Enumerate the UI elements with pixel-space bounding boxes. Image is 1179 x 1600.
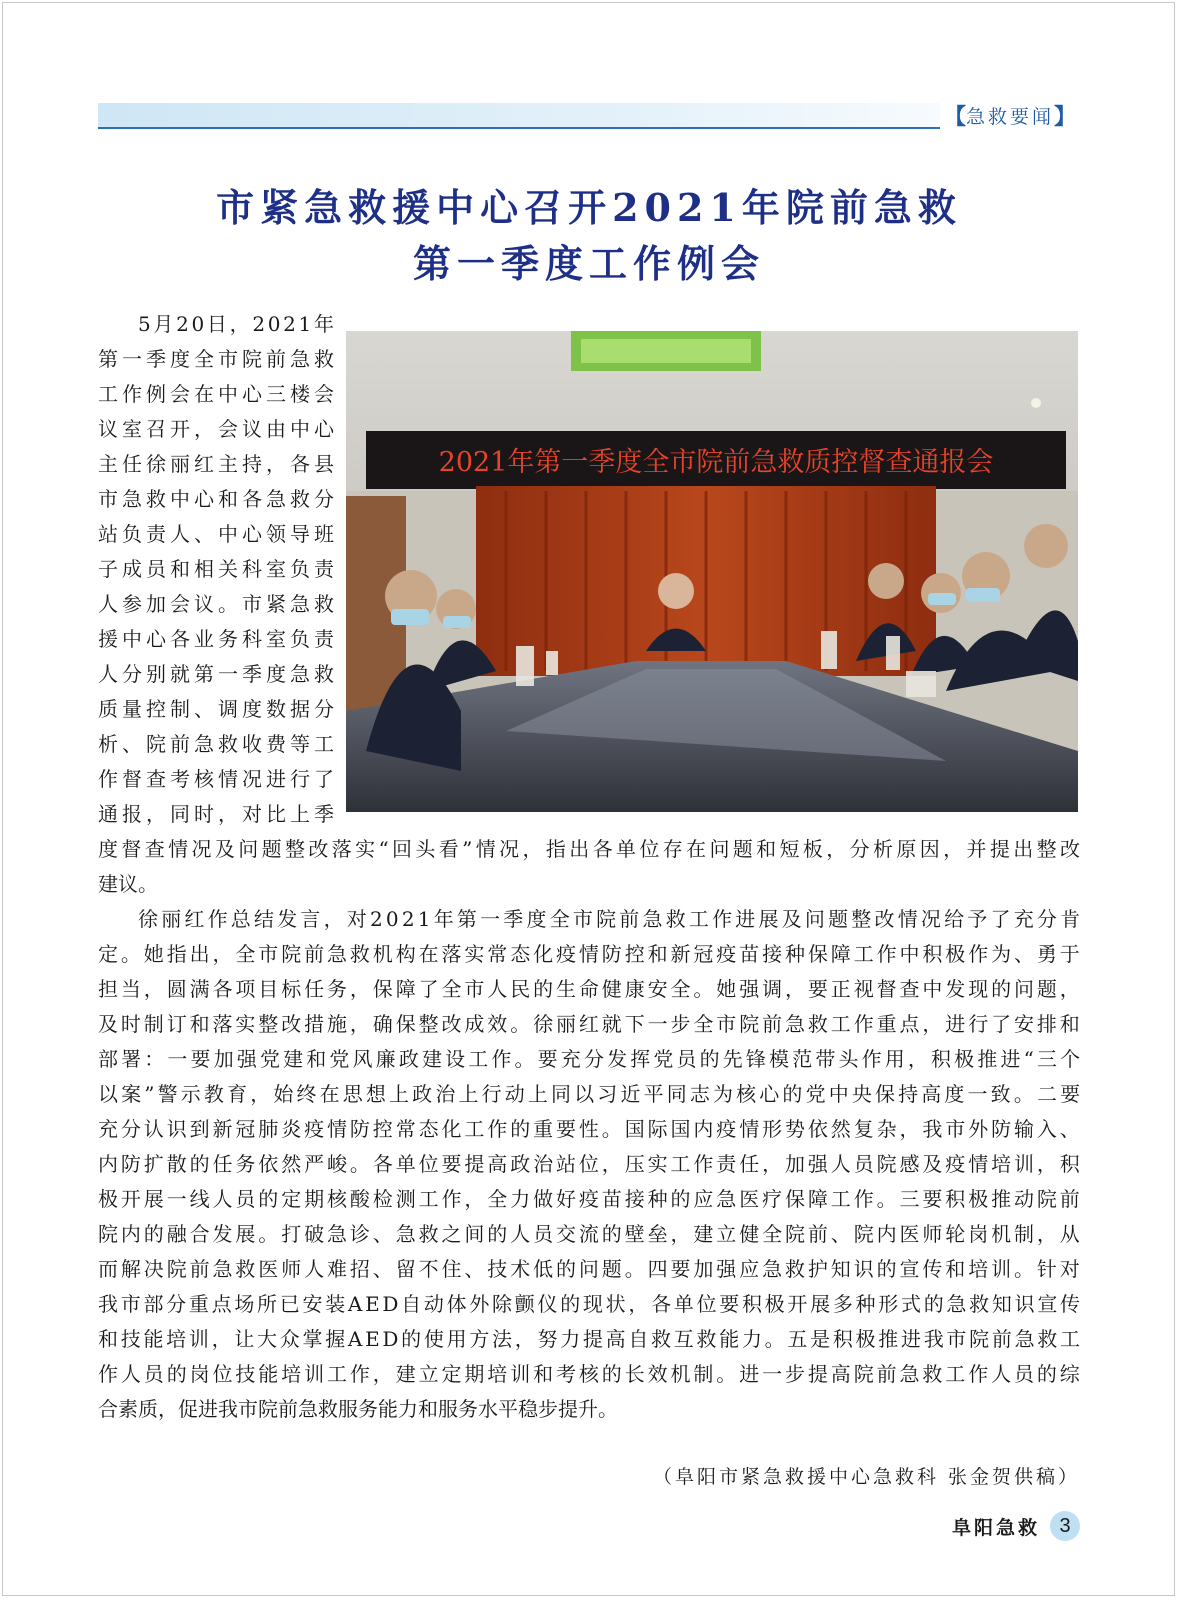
column-line: 人参加会议。市紧急救 bbox=[98, 592, 338, 616]
magazine-name: 阜阳急救 bbox=[951, 1516, 1040, 1539]
photo-banner: 2021年第一季度全市院前急救质控督查通报会 bbox=[438, 447, 994, 478]
title-line-2: 第一季度工作例会 bbox=[412, 241, 765, 286]
column-line: 第一季度全市院前急救 bbox=[98, 347, 338, 371]
text-line: 及时制订和落实整改措施，确保整改成效。徐丽红就下一步全市院前急救工作重点，进行了安排和 bbox=[98, 1012, 1083, 1036]
page-footer bbox=[952, 1510, 1080, 1542]
column-line: 站负责人、中心领导班 bbox=[98, 522, 338, 546]
text-line: 充分认识到新冠肺炎疫情防控常态化工作的重要性。国际国内疫情形势依然复杂，我市外防输入、 bbox=[98, 1117, 1083, 1141]
paragraph-1-continued bbox=[98, 832, 1084, 902]
section-title: 急救要闻 bbox=[965, 105, 1054, 128]
column-line: 子成员和相关科室负责 bbox=[98, 557, 338, 581]
section-bracket-close: 】 bbox=[1053, 103, 1076, 130]
section-label bbox=[940, 100, 1080, 130]
text-line: 以案”警示教育，始终在思想上政治上行动上同以习近平同志为核心的党中央保持高度一致。二要 bbox=[98, 1082, 1084, 1106]
paragraph-2 bbox=[98, 902, 1084, 1427]
column-line: 主任徐丽红主持，各县 bbox=[98, 452, 338, 476]
text-line: 院内的融合发展。打破急诊、急救之间的人员交流的壁垒，建立健全院前、院内医师轮岗机制，从 bbox=[98, 1222, 1083, 1246]
column-line: 析、院前急救收费等工 bbox=[98, 732, 338, 756]
column-line: 作督查考核情况进行了 bbox=[98, 767, 338, 791]
text-line: 和技能培训，让大众掌握AED的使用方法，努力提高自救互救能力。五是积极推进我市院前急救工 bbox=[98, 1327, 1083, 1351]
text-line: 而解决院前急救医师人难招、留不住、技术低的问题。四要加强应急救护知识的宣传和培训。针对 bbox=[98, 1257, 1083, 1281]
intro-column bbox=[98, 307, 338, 832]
header-band bbox=[98, 103, 1068, 127]
meeting-photo bbox=[346, 331, 1078, 812]
page-number: 3 bbox=[1050, 1511, 1080, 1541]
text-line: 作人员的岗位技能培训工作，建立定期培训和考核的长效机制。进一步提高院前急救工作人员的综 bbox=[98, 1362, 1083, 1386]
column-line: 质量控制、调度数据分 bbox=[98, 697, 338, 721]
column-line: 市急救中心和各急救分 bbox=[98, 487, 338, 511]
column-line: 援中心各业务科室负责 bbox=[98, 627, 338, 651]
text-line: 徐丽红作总结发言，对2021年第一季度全市院前急救工作进展及问题整改情况给予了充分肯 bbox=[138, 907, 1084, 931]
text-line: 建议。 bbox=[98, 872, 158, 896]
section-bracket-open: 【 bbox=[943, 103, 966, 130]
text-line: 内防扩散的任务依然严峻。各单位要提高政治站位，压实工作责任，加强人员院感及疫情培训，积 bbox=[98, 1152, 1083, 1176]
author-credit: （阜阳市紧急救援中心急救科 张金贺供稿） bbox=[652, 1466, 1080, 1488]
text-line: 部署：一要加强党建和党风廉政建设工作。要充分发挥党员的先锋模范带头作用，积极推进“三个 bbox=[98, 1047, 1084, 1071]
column-line: 人分别就第一季度急救 bbox=[98, 662, 338, 686]
text-line: 定。她指出，全市院前急救机构在落实常态化疫情防控和新冠疫苗接种保障工作中积极作为、勇于 bbox=[98, 942, 1083, 966]
title-line-1: 市紧急救援中心召开2021年院前急救 bbox=[216, 185, 962, 230]
article-title bbox=[98, 180, 1080, 292]
text-line: 度督查情况及问题整改落实“回头看”情况，指出各单位存在问题和短板，分析原因，并提出整改 bbox=[98, 837, 1084, 861]
column-line: 议室召开，会议由中心 bbox=[98, 417, 338, 441]
column-line: 工作例会在中心三楼会 bbox=[98, 382, 338, 406]
header-rule bbox=[98, 127, 1080, 129]
column-line: 5月20日，2021年 bbox=[138, 312, 337, 336]
text-line: 我市部分重点场所已安装AED自动体外除颤仪的现状，各单位要积极开展多种形式的急救知识宣传 bbox=[98, 1292, 1083, 1316]
text-line: 担当，圆满各项目标任务，保障了全市人民的生命健康安全。她强调，要正视督查中发现的问题， bbox=[98, 977, 1083, 1001]
column-line: 通报，同时，对比上季 bbox=[98, 802, 338, 826]
text-line: 合素质，促进我市院前急救服务能力和服务水平稳步提升。 bbox=[98, 1397, 618, 1421]
text-line: 极开展一线人员的定期核酸检测工作，全力做好疫苗接种的应急医疗保障工作。三要积极推动院前 bbox=[98, 1187, 1083, 1211]
